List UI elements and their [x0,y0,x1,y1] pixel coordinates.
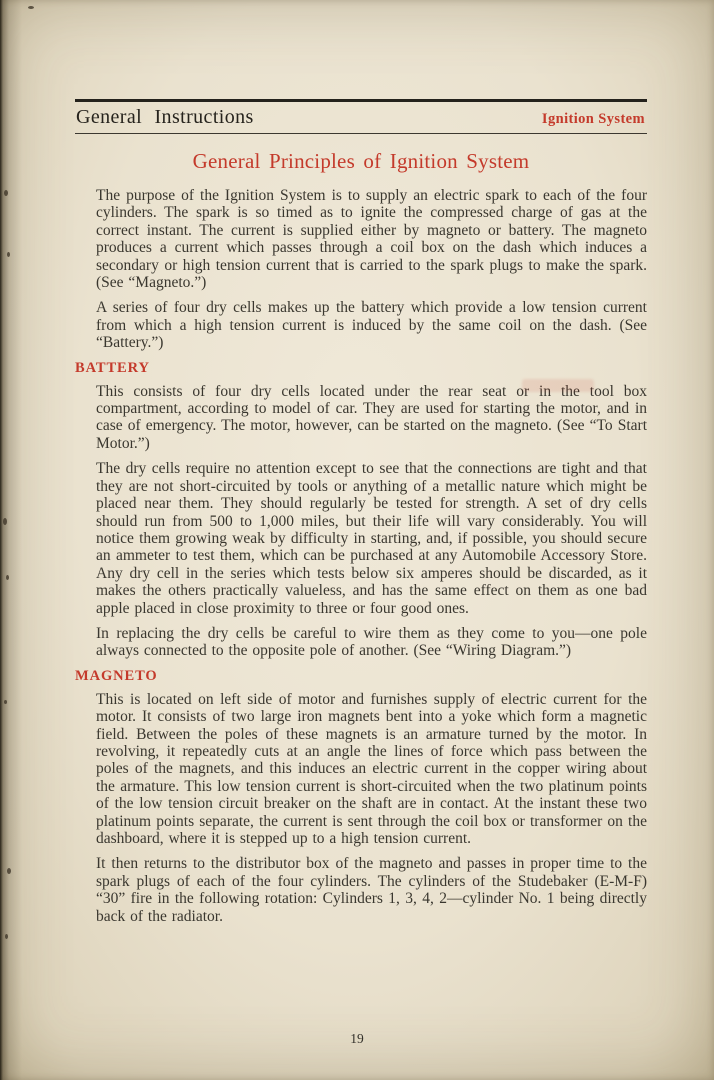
paragraph-battery-1: This consists of four dry cells located under the rear seat or in the tool box compartment, according to model of car. They are used for starting the motor, and in case of emergency. The motor, however, can be started on the magneto. (See “To Start Motor.”) [96,382,647,452]
page-header [75,99,647,134]
running-head [75,102,647,133]
binding-speck [4,700,7,704]
paragraph-magneto-2: It then returns to the distributor box of the magneto and passes in proper time to the spark plugs of each of the four cylinders. The cylinders of the Studebaker (E-M-F) “30” fire in the following rotation: Cylinders 1, 3, 4, 2—cylinder No. 1 being directly back of the radiator. [96,855,647,925]
binding-speck [28,6,34,9]
battery-section [75,360,647,660]
running-head-chapter: Ignition System [541,111,645,127]
binding-speck [3,518,7,525]
paragraph-battery-3: In replacing the dry cells be careful to wire them as they come to you—one pole always connected to the opposite pole of another. (See “Wiring Diagram.”) [96,624,647,660]
page-number: 19 [350,1031,364,1046]
paragraph-intro-1: The purpose of the Ignition System is to supply an electric spark to each of the four cylinders. The spark is so timed as to ignite the compressed charge of gas at the correct instant. The current is supplied either by magneto or battery. The magneto produces a current which passes through a coil box on the dash which induces a secondary or high tension current that is carried to the spark plugs to make the spark. (See “Magneto.”) [96,187,647,292]
intro-section [75,187,647,352]
section-heading-battery: BATTERY [75,359,150,376]
ink-bleed-mark [522,379,594,392]
header-rule-bottom [75,133,647,134]
paragraph-intro-2: A series of four dry cells makes up the battery which provide a low tension current from which a high tension current is induced by the same coil on the dash. (See “Battery.”) [96,299,647,352]
section-heading-magneto: MAGNETO [75,667,158,684]
paragraph-magneto-1: This is located on left side of motor and furnishes supply of electric current for the motor. It consists of two large iron magnets bent into a yoke which form a magnetic field. Between the poles of these magnets is an armature turned by the motor. In revolving, it repeatedly cuts at an angle the lines of force which pass between the poles of the magnets, and this induces an electric current in the copper wiring about the armature. This low tension current is short-circuited when the two platinum points of the low tension circuit breaker on the shaft are in contact. At the instant these two platinum points separate, the current is sent through the coil box or transformer on the dashboard, where it is stepped up to a high tension current. [96,690,647,847]
binding-speck [4,190,8,196]
running-head-section: General Instructions [76,106,254,128]
magneto-section [75,668,647,925]
page-title: General Principles of Ignition System [192,149,530,173]
paragraph-battery-2: The dry cells require no attention except to see that the connections are tight and that they are not short-circuited by tools or anything of a metallic nature which might be placed near them. They should regularly be tested for strength. A set of dry cells should run from 500 to 1,000 miles, but their life will vary considerably. You will notice them growing weak by difficulty in starting, and, if possible, you should secure an ammeter to test them, which can be purchased at any Automobile Accessory Store. Any dry cell in the series which tests below six amperes should be discarded, as it makes the others practically valueless, and has the same effect on them as one bad apple placed in close proximity to three or four good ones. [96,460,647,617]
binding-speck [6,575,9,580]
binding-speck [5,934,8,939]
binding-speck [7,252,10,257]
binding-speck [7,868,11,874]
